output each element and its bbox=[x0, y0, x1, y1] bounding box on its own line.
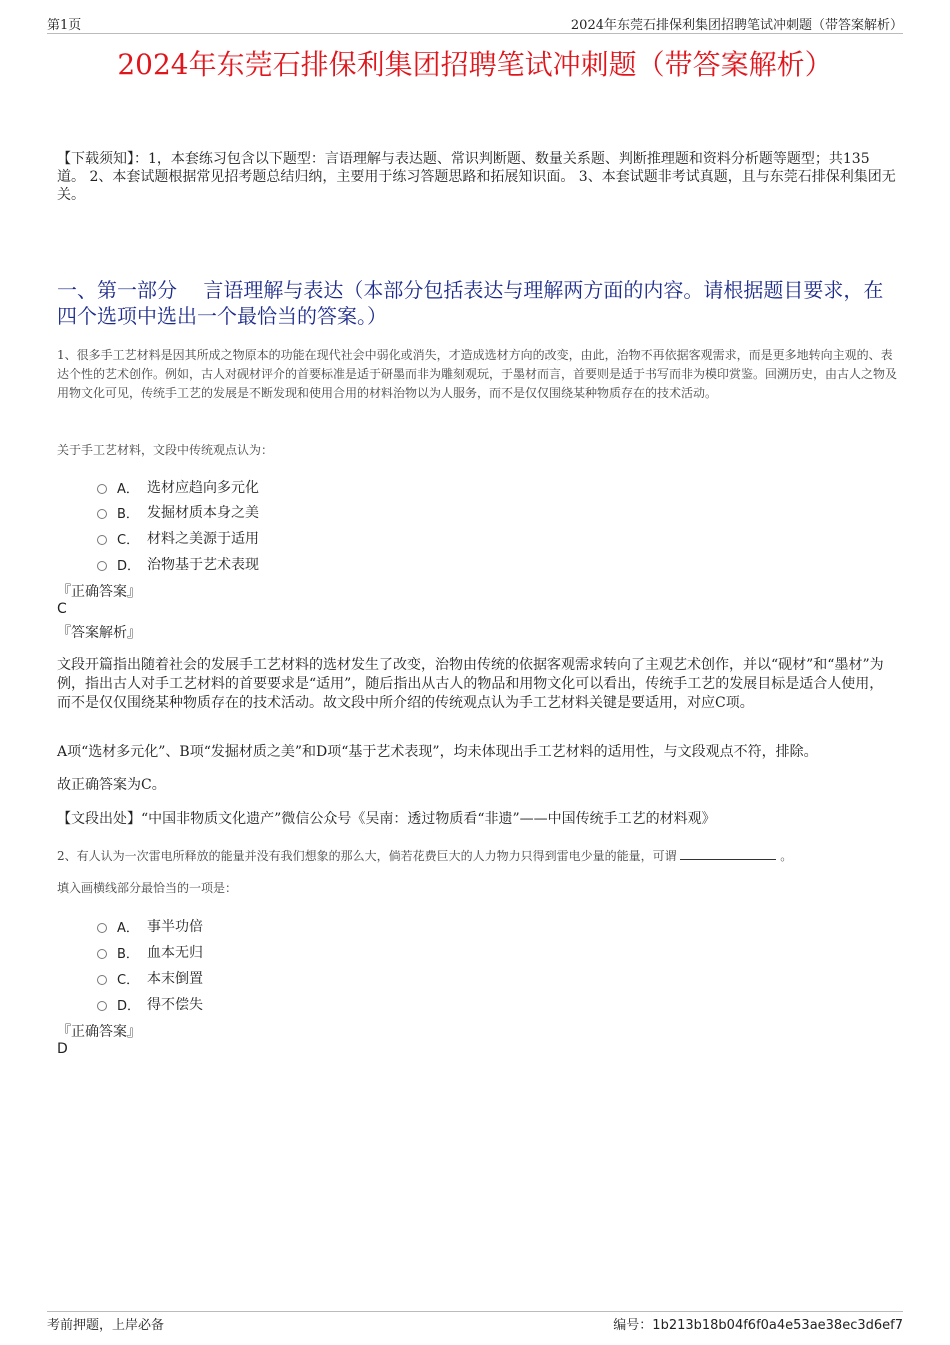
section-heading: 一、第一部分 言语理解与表达（本部分包括表达与理解两方面的内容。请根据题目要求，在四个选项中选出一个最恰当的答案。） bbox=[57, 278, 884, 328]
option-text: 得不偿失 bbox=[147, 997, 203, 1013]
radio-icon[interactable] bbox=[97, 923, 107, 933]
q2-text-end: 。 bbox=[780, 849, 793, 863]
q2-answer: D bbox=[57, 1041, 68, 1057]
q2-stem bbox=[57, 847, 897, 866]
radio-icon[interactable] bbox=[97, 484, 107, 494]
option-text: 材料之美源于适用 bbox=[147, 531, 259, 547]
option-letter: D． bbox=[117, 998, 141, 1014]
option-letter: B． bbox=[117, 946, 139, 962]
option-letter: A． bbox=[117, 920, 139, 936]
q2-answer-label: 『正确答案』 bbox=[57, 1024, 141, 1040]
q2-option-a[interactable] bbox=[97, 916, 203, 936]
option-text: 发掘材质本身之美 bbox=[147, 505, 259, 521]
q1-analysis-paragraph: 故正确答案为C。 bbox=[57, 777, 166, 793]
radio-icon[interactable] bbox=[97, 509, 107, 519]
option-letter: C． bbox=[117, 532, 140, 548]
footer-slogan: 考前押题，上岸必备 bbox=[47, 1318, 165, 1333]
q2-option-b[interactable] bbox=[97, 942, 203, 962]
q1-analysis-paragraph: A项“选材多元化”、B项“发掘材质之美”和D项“基于艺术表现”，均未体现出手工艺材料的适用性，与文段观点不符，排除。 bbox=[57, 744, 818, 760]
radio-icon[interactable] bbox=[97, 1001, 107, 1011]
option-letter: B． bbox=[117, 506, 139, 522]
q2-prompt: 填入画横线部分最恰当的一项是： bbox=[57, 881, 238, 895]
radio-icon[interactable] bbox=[97, 975, 107, 985]
q2-option-d[interactable] bbox=[97, 994, 203, 1014]
option-letter: D． bbox=[117, 558, 141, 574]
q1-answer: C bbox=[57, 601, 67, 617]
q1-passage: 1、很多手工艺材料是因其所成之物原本的功能在现代社会中弱化或消失，才造成选材方向的改变，由此，治物不再依据客观需求，而是更多地转向主观的、表达个性的艺术创作。例如，古人对砚材评介的首要标准是适于研墨而非为雕刻观玩，于墨材而言，首要则是适于书写而非为模印赏鉴。回溯历史，由古人之物及用物文化可见，传统手工艺的发展是不断发现和使用合用的材料治物以为人服务，而不是仅仅围绕某种物质存在的技术活动。 bbox=[57, 348, 898, 400]
q1-source: 【文段出处】“中国非物质文化遗产”微信公众号《吴南：透过物质看“非遗”——中国传统手工艺的材料观》 bbox=[57, 811, 716, 827]
option-text: 事半功倍 bbox=[147, 919, 203, 935]
header-divider bbox=[47, 33, 903, 34]
page-number: 第1页 bbox=[47, 18, 82, 33]
q2-text: 2、有人认为一次雷电所释放的能量并没有我们想象的那么大，倘若花费巨大的人力物力只得到雷电少量的能量，可谓 bbox=[57, 849, 677, 863]
q1-option-a[interactable] bbox=[97, 477, 259, 497]
q2-option-c[interactable] bbox=[97, 968, 203, 988]
q1-option-b[interactable] bbox=[97, 502, 259, 522]
radio-icon[interactable] bbox=[97, 561, 107, 571]
download-notice: 【下载须知】：1，本套练习包含以下题型：言语理解与表达题、常识判断题、数量关系题、判断推理题和资料分析题等题型；共135道。 2、本套试题根据常见招考题总结归纳，主要用于练习答题思路和拓展知识面。 3、本套试题非考试真题，且与东莞石排保利集团无关。 bbox=[57, 151, 896, 203]
header-doc-title: 2024年东莞石排保利集团招聘笔试冲刺题（带答案解析） bbox=[570, 18, 903, 33]
q1-option-c[interactable] bbox=[97, 528, 259, 548]
q1-analysis-label: 『答案解析』 bbox=[57, 625, 141, 641]
radio-icon[interactable] bbox=[97, 535, 107, 545]
option-text: 选材应趋向多元化 bbox=[147, 480, 259, 496]
option-text: 本末倒置 bbox=[147, 971, 203, 987]
radio-icon[interactable] bbox=[97, 949, 107, 959]
footer-divider bbox=[47, 1311, 903, 1312]
option-letter: C． bbox=[117, 972, 140, 988]
q1-analysis-paragraph: 文段开篇指出随着社会的发展手工艺材料的选材发生了改变，治物由传统的依据客观需求转向了主观艺术创作，并以“砚材”和“墨材”为例，指出古人对手工艺材料的首要要求是“适用”，随后指出从古人的物品和用物文化可以看出，传统手工艺的发展目标是适合人使用，而不是仅仅围绕某种物质存在的技术活动。故文段中所介绍的传统观点认为手工艺材料关键是要适用，对应C项。 bbox=[57, 657, 884, 711]
footer-code bbox=[613, 1314, 903, 1333]
option-text: 血本无归 bbox=[147, 945, 203, 961]
option-letter: A． bbox=[117, 481, 139, 497]
option-text: 治物基于艺术表现 bbox=[147, 557, 259, 573]
q1-option-d[interactable] bbox=[97, 554, 259, 574]
footer-code-label: 编号： bbox=[613, 1318, 653, 1333]
q1-answer-label: 『正确答案』 bbox=[57, 584, 141, 600]
q1-prompt: 关于手工艺材料，文段中传统观点认为： bbox=[57, 443, 274, 457]
fill-blank bbox=[680, 848, 776, 860]
footer-code-value: 1b213b18b04f6f0a4e53ae38ec3d6ef7 bbox=[652, 1318, 903, 1333]
document-title: 2024年东莞石排保利集团招聘笔试冲刺题（带答案解析） bbox=[117, 48, 833, 81]
